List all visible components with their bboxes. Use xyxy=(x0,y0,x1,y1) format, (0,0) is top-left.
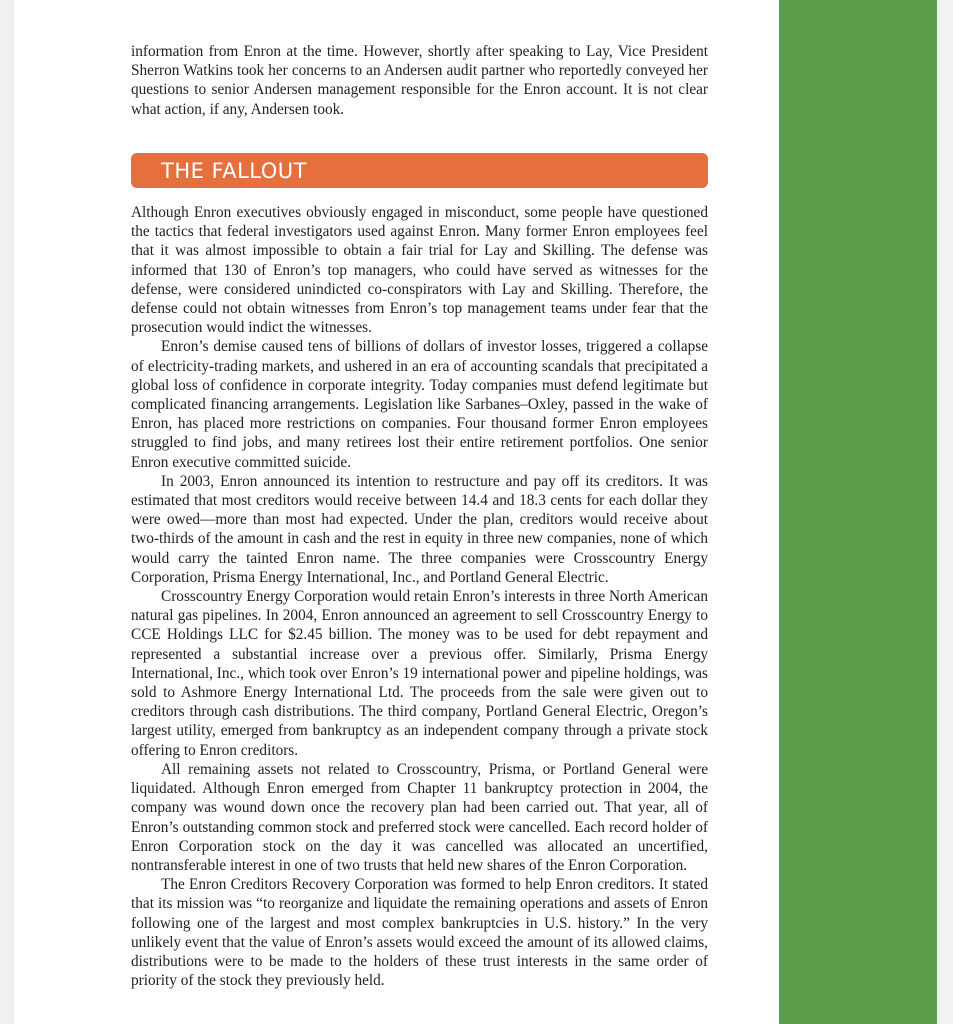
section-body xyxy=(131,203,708,990)
body-paragraph-2: Enron’s demise caused tens of billions of dollars of investor losses, triggered a collapse of electricity-trading markets, and ushered in an era of accounting scandals that precipitated a global loss of confidence in corporate integrity. Today companies must defend legitimate but complicated financing arrangements. Legislation like Sarbanes–Oxley, passed in the wake of Enron, has placed more restrictions on companies. Four thousand former Enron employees struggled to find jobs, and many retirees lost their entire retirement portfolios. One senior Enron executive committed suicide. xyxy=(131,338,708,471)
green-sidebar-strip xyxy=(779,0,937,1024)
intro-paragraph: information from Enron at the time. However, shortly after speaking to Lay, Vice President Sherron Watkins took her concerns to an Andersen audit partner who reportedly conveyed her questions to senior Andersen management responsible for the Enron account. It is not clear what action, if any, Andersen took. xyxy=(131,43,708,118)
intro-text-block xyxy=(131,42,708,119)
body-paragraph-3: In 2003, Enron announced its intention to restructure and pay off its creditors. It was estimated that most creditors would receive between 14.4 and 18.3 cents for each dollar they were owed—more than most had expected. Under the plan, creditors would receive about two-thirds of the amount in cash and the rest in equity in three new companies, none of which would carry the tainted Enron name. The three companies were Crosscountry Energy Corporation, Prisma Energy International, Inc., and Portland General Electric. xyxy=(131,472,708,586)
body-paragraph-4: Crosscountry Energy Corporation would retain Enron’s interests in three North American natural gas pipelines. In 2004, Enron announced an agreement to sell Crosscountry Energy to CCE Holdings LLC for $2.45 billion. The money was to be used for debt repayment and represented a substantial increase over a previous offer. Similarly, Prisma Energy International, Inc., which took over Enron’s 19 international power and pipeline holdings, was sold to Ashmore Energy International Ltd. The proceeds from the sale were given out to creditors through cash distributions. The third company, Portland General Electric, Oregon’s largest utility, emerged from bankruptcy as an independent company through a private stock offering to Enron creditors. xyxy=(131,588,708,759)
section-title: THE FALLOUT xyxy=(161,159,307,183)
section-banner xyxy=(131,153,708,188)
body-paragraph-5: All remaining assets not related to Crosscountry, Prisma, or Portland General were liquidated. Although Enron emerged from Chapter 11 bankruptcy protection in 2004, the company was wound down once the recovery plan had been carried out. That year, all of Enron’s outstanding common stock and preferred stock were cancelled. Each record holder of Enron Corporation stock on the day it was cancelled was allocated an uncertified, nontransferable interest in one of two trusts that held new shares of the Enron Corporation. xyxy=(131,760,708,874)
body-paragraph-6: The Enron Creditors Recovery Corporation was formed to help Enron creditors. It stated that its mission was “to reorganize and liquidate the remaining operations and assets of Enron following one of the largest and most complex bankruptcies in U.S. history.” In the very unlikely event that the value of Enron’s assets would exceed the amount of its allowed claims, distributions were to be made to the holders of these trust interests in the same order of priority of the stock they previously held. xyxy=(131,876,708,990)
body-paragraph-1: Although Enron executives obviously engaged in misconduct, some people have questioned the tactics that federal investigators used against Enron. Many former Enron employees feel that it was almost impossible to obtain a fair trial for Lay and Skilling. The defense was informed that 130 of Enron’s top managers, who could have served as witnesses for the defense, were considered unindicted co-conspirators with Lay and Skilling. Therefore, the defense could not obtain witnesses from Enron’s top management teams under fear that the prosecution would indict the witnesses. xyxy=(131,204,708,337)
page-edge xyxy=(937,0,953,1024)
